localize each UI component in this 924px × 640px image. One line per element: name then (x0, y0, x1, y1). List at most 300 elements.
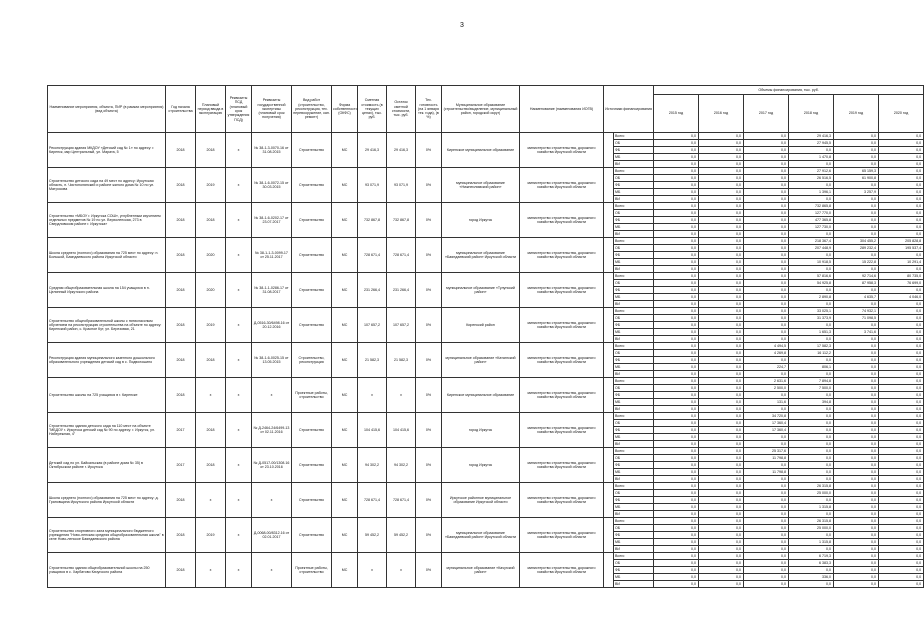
source-label: ФБ (614, 287, 654, 294)
amount-cell: 0,0 (699, 525, 744, 532)
amount-cell: 304 455,2 (834, 238, 879, 245)
project-name: Реконструкция здания МКДОУ «Детский сад № 1» по адресу: г. Киренск, мкр Центральный, ул. Марата, 5 (48, 133, 166, 168)
remaining-value: х (387, 553, 416, 588)
source-label: ФБ (614, 182, 654, 189)
amount-cell: 31 373,9 (789, 315, 834, 322)
amount-cell: 806,1 (789, 364, 834, 371)
spacer-cell (604, 413, 614, 448)
start-year: 2017 (166, 448, 196, 483)
ownership: МС (332, 483, 358, 518)
end-year: 2018 (196, 413, 226, 448)
amount-cell: 0,0 (879, 175, 924, 182)
cost-value: 732 867,8 (358, 203, 387, 238)
amount-cell: 0,0 (654, 266, 699, 273)
amount-cell: 0,0 (834, 420, 879, 427)
amount-cell: 0,0 (654, 203, 699, 210)
amount-cell: 1 315,8 (789, 539, 834, 546)
amount-cell: 0,0 (744, 294, 789, 301)
amount-cell: 0,0 (879, 154, 924, 161)
start-year: 2018 (166, 518, 196, 553)
amount-cell: 224,7 (744, 364, 789, 371)
amount-cell: 6 383,3 (789, 560, 834, 567)
amount-cell: 0,0 (789, 448, 834, 455)
table-row (48, 483, 924, 490)
header-volume: Объемы финансирования, тыс. руб. (654, 86, 924, 95)
header-expertise: Реквизиты государственной экспертизы (плановый срок получения) (252, 86, 292, 133)
amount-cell: 0,0 (744, 252, 789, 259)
amount-cell: 0,0 (879, 497, 924, 504)
amount-cell: 0,0 (699, 490, 744, 497)
amount-cell: 0,0 (654, 490, 699, 497)
amount-cell: 0,0 (699, 280, 744, 287)
amount-cell: 0,0 (699, 161, 744, 168)
amount-cell: 0,0 (654, 378, 699, 385)
amount-cell: 0,0 (699, 406, 744, 413)
source-label: МБ (614, 329, 654, 336)
amount-cell: 0,0 (699, 189, 744, 196)
amount-cell: 0,0 (654, 574, 699, 581)
amount-cell: 0,0 (834, 497, 879, 504)
amount-cell: 394,8 (789, 399, 834, 406)
amount-cell: 2 500,0 (744, 385, 789, 392)
spacer-cell (604, 308, 614, 343)
amount-cell: 0,0 (789, 266, 834, 273)
amount-cell: 0,0 (879, 217, 924, 224)
amount-cell: 0,0 (834, 336, 879, 343)
amount-cell: 0,0 (744, 392, 789, 399)
source-label: ВИ (614, 196, 654, 203)
amount-cell: 0,0 (654, 392, 699, 399)
source-label: Всего (614, 273, 654, 280)
amount-cell: 0,0 (654, 567, 699, 574)
amount-cell: 0,0 (654, 196, 699, 203)
amount-cell: 0,0 (879, 462, 924, 469)
readiness: 0% (416, 273, 442, 308)
amount-cell: 0,0 (699, 336, 744, 343)
amount-cell: 0,0 (744, 406, 789, 413)
amount-cell: 92 714,6 (834, 273, 879, 280)
amount-cell: 0,0 (879, 406, 924, 413)
work-type: Строительство (292, 518, 332, 553)
project-name: Реконструкция здания муниципального казенного дошкольного образовательного учреждения детский сад в с. Подволошино (48, 343, 166, 378)
amount-cell: 0,0 (744, 224, 789, 231)
source-label: ВИ (614, 231, 654, 238)
readiness: 0% (416, 518, 442, 553)
end-year: 2019 (196, 168, 226, 203)
amount-cell: 0,0 (654, 182, 699, 189)
remaining-value: 94 302,2 (387, 448, 416, 483)
amount-cell: 0,0 (789, 546, 834, 553)
amount-cell: 0,0 (699, 203, 744, 210)
recipient: министерство строительства, дорожного хозяйства Иркутской области (520, 413, 604, 448)
amount-cell: 0,0 (789, 161, 834, 168)
amount-cell: 0,0 (654, 210, 699, 217)
source-label: ВИ (614, 336, 654, 343)
project-name: Строительство детского сада на 49 мест по адресу: Иркутская область, п. Чистополянский и районе жилого дома № 10 по ул. Матросова (48, 168, 166, 203)
amount-cell: 0,0 (744, 196, 789, 203)
table-body (48, 133, 924, 588)
amount-cell: 0,0 (789, 413, 834, 420)
amount-cell: 0,0 (699, 378, 744, 385)
investment-table (47, 85, 924, 588)
header-psd: Реквизиты ПСД (плановый срок утверждения ПСД) (226, 86, 252, 133)
expertise-value: Д-0516-30/6498.16 от 20.12.2016 (252, 308, 292, 343)
amount-cell: 0,0 (744, 553, 789, 560)
amount-cell: 0,0 (654, 252, 699, 259)
amount-cell: 0,0 (699, 133, 744, 140)
amount-cell: 0,0 (654, 399, 699, 406)
amount-cell: 0,0 (744, 371, 789, 378)
ownership: МС (332, 168, 358, 203)
amount-cell: 0,0 (744, 308, 789, 315)
amount-cell: 0,0 (834, 504, 879, 511)
amount-cell: 0,0 (654, 504, 699, 511)
work-type: Строительство (292, 133, 332, 168)
amount-cell: 0,0 (879, 329, 924, 336)
amount-cell: 0,0 (834, 490, 879, 497)
end-year: 2018 (196, 203, 226, 238)
amount-cell: 0,0 (654, 441, 699, 448)
amount-cell: 0,0 (879, 350, 924, 357)
source-label: МБ (614, 574, 654, 581)
psd-value: х (226, 273, 252, 308)
source-label: ВИ (614, 266, 654, 273)
municipality: Иркутское районное муниципальное образование Иркутской области (442, 483, 520, 518)
table-row (48, 273, 924, 280)
amount-cell: 0,0 (744, 245, 789, 252)
source-label: МБ (614, 364, 654, 371)
amount-cell: 0,0 (834, 287, 879, 294)
amount-cell: 0,0 (834, 399, 879, 406)
source-label: ВИ (614, 546, 654, 553)
amount-cell: 0,0 (789, 371, 834, 378)
amount-cell: 0,0 (879, 504, 924, 511)
amount-cell: 0,0 (879, 322, 924, 329)
amount-cell: 195 537,4 (879, 245, 924, 252)
amount-cell: 0,0 (699, 385, 744, 392)
amount-cell: 27 945,5 (789, 140, 834, 147)
amount-cell: 0,0 (879, 546, 924, 553)
recipient: министерство строительства, дорожного хозяйства Иркутской области (520, 518, 604, 553)
amount-cell: 0,0 (654, 322, 699, 329)
header-start-year: Год начала строительства (166, 86, 196, 133)
amount-cell: 0,0 (789, 196, 834, 203)
project-name: Детский сад по ул. Байкальская (в районе дома № 35) в Октябрьском районе г. Иркутска (48, 448, 166, 483)
amount-cell: 0,0 (879, 161, 924, 168)
page-number: 3 (460, 22, 464, 29)
header-remaining: Остаток сметной стоимости, тыс. руб. (387, 86, 416, 133)
source-label: ВИ (614, 161, 654, 168)
amount-cell: 0,0 (699, 168, 744, 175)
ownership: МС (332, 308, 358, 343)
amount-cell: 0,0 (654, 280, 699, 287)
cost-value: 94 302,2 (358, 448, 387, 483)
amount-cell: 0,0 (654, 469, 699, 476)
amount-cell: 0,0 (879, 364, 924, 371)
source-label: ОБ (614, 385, 654, 392)
project-name: Строительство спортивного зала муниципального бюджетного учреждения "Ново-ленская средняя общеобразовательная школа" в селе Ново-ленское Баяндаевского района (48, 518, 166, 553)
psd-value: х (226, 518, 252, 553)
amount-cell: 0,0 (744, 175, 789, 182)
amount-cell: 0,0 (744, 581, 789, 588)
amount-cell: 6 719,3 (789, 553, 834, 560)
amount-cell: 0,0 (834, 210, 879, 217)
amount-cell: 0,0 (744, 322, 789, 329)
source-label: ОБ (614, 210, 654, 217)
amount-cell: 0,0 (879, 574, 924, 581)
amount-cell: 0,0 (654, 539, 699, 546)
amount-cell: 25 000,0 (789, 525, 834, 532)
readiness: 0% (416, 378, 442, 413)
end-year: 2018 (196, 133, 226, 168)
amount-cell: 0,0 (699, 308, 744, 315)
source-label: МБ (614, 539, 654, 546)
amount-cell: 0,0 (834, 462, 879, 469)
table-row (48, 553, 924, 560)
source-label: ФБ (614, 147, 654, 154)
amount-cell: 0,0 (834, 378, 879, 385)
amount-cell: 10 918,5 (789, 259, 834, 266)
amount-cell: 0,0 (654, 462, 699, 469)
amount-cell: 0,0 (834, 196, 879, 203)
readiness: 0% (416, 203, 442, 238)
amount-cell: 0,0 (834, 203, 879, 210)
amount-cell: 0,0 (699, 245, 744, 252)
cost-value: 29 416,3 (358, 133, 387, 168)
amount-cell: 0,0 (699, 259, 744, 266)
amount-cell: 336,0 (789, 574, 834, 581)
municipality: муниципальное образование «Тулунский район» (442, 273, 520, 308)
amount-cell: 0,0 (744, 210, 789, 217)
amount-cell: 0,0 (879, 392, 924, 399)
header-name: Наименование мероприятия, объекта, ПИР (в рамках мероприятия) (вид объекта) (48, 86, 166, 133)
project-name: Средняя общеобразовательная школа на 154 учащихся в п. Целинный Иркутского района (48, 273, 166, 308)
amount-cell: 87 958,3 (834, 280, 879, 287)
expertise-value: № 38-1-6-0025-15 от 13.05.2015 (252, 343, 292, 378)
work-type: Строительство (292, 413, 332, 448)
amount-cell: 61 900,8 (834, 175, 879, 182)
amount-cell: 17 360,4 (744, 420, 789, 427)
ownership: МС (332, 448, 358, 483)
amount-cell: 0,0 (879, 483, 924, 490)
amount-cell: 0,0 (744, 182, 789, 189)
amount-cell: 0,0 (879, 434, 924, 441)
project-name: Строительство школы на 725 учащихся в г. Киренске (48, 378, 166, 413)
header-year: 2018 год (789, 95, 834, 133)
recipient: министерство строительства, дорожного хозяйства Иркутской области (520, 483, 604, 518)
remaining-value: 728 671,4 (387, 483, 416, 518)
amount-cell: 0,0 (699, 546, 744, 553)
municipality: муниципальное образование «Качугский район» (442, 553, 520, 588)
spacer-cell (604, 133, 614, 168)
amount-cell: 25 317,6 (744, 448, 789, 455)
amount-cell: 0,0 (879, 133, 924, 140)
amount-cell: 0,0 (699, 476, 744, 483)
amount-cell: 0,0 (699, 294, 744, 301)
amount-cell: 7 894,8 (789, 378, 834, 385)
cost-value: х (358, 553, 387, 588)
source-label: ФБ (614, 217, 654, 224)
source-label: Всего (614, 448, 654, 455)
amount-cell: 0,0 (834, 224, 879, 231)
amount-cell: 0,0 (879, 266, 924, 273)
amount-cell: 10 291,4 (879, 259, 924, 266)
source-label: ВИ (614, 476, 654, 483)
amount-cell: 0,0 (834, 364, 879, 371)
amount-cell: 0,0 (834, 567, 879, 574)
recipient: министерство строительства, дорожного хозяйства Иркутской области (520, 238, 604, 273)
amount-cell: 0,0 (654, 483, 699, 490)
amount-cell: 0,0 (834, 133, 879, 140)
amount-cell: 0,0 (789, 462, 834, 469)
amount-cell: 0,0 (834, 539, 879, 546)
amount-cell: 0,0 (879, 203, 924, 210)
recipient: министерство строительства, дорожного хозяйства Иркутской области (520, 168, 604, 203)
amount-cell: 0,0 (744, 301, 789, 308)
amount-cell: 0,0 (789, 406, 834, 413)
amount-cell: 0,0 (879, 490, 924, 497)
amount-cell: 0,0 (789, 455, 834, 462)
readiness: 0% (416, 238, 442, 273)
readiness: 0% (416, 308, 442, 343)
header-municipality: Муниципальное образование (строительство/выделение, муниципальный район, городской округ) (442, 86, 520, 133)
source-label: ФБ (614, 462, 654, 469)
cost-value: 93 071,9 (358, 168, 387, 203)
amount-cell: 0,0 (654, 406, 699, 413)
amount-cell: 0,0 (789, 469, 834, 476)
amount-cell: 4 635,7 (834, 294, 879, 301)
recipient: министерство строительства, дорожного хозяйства Иркутской области (520, 273, 604, 308)
cost-value: 21 582,3 (358, 343, 387, 378)
amount-cell: 0,0 (654, 413, 699, 420)
amount-cell: 0,0 (879, 441, 924, 448)
amount-cell: 0,0 (744, 574, 789, 581)
table-row (48, 413, 924, 420)
amount-cell: 0,0 (744, 238, 789, 245)
amount-cell: 0,0 (654, 546, 699, 553)
work-type: Проектные работы, строительство (292, 553, 332, 588)
amount-cell: 0,0 (834, 357, 879, 364)
source-label: Всего (614, 238, 654, 245)
amount-cell: 0,0 (744, 147, 789, 154)
recipient: министерство строительства, дорожного хозяйства Иркутской области (520, 378, 604, 413)
source-label: ОБ (614, 560, 654, 567)
amount-cell: 0,0 (789, 392, 834, 399)
amount-cell: 0,0 (699, 217, 744, 224)
amount-cell: 0,0 (879, 189, 924, 196)
amount-cell: 0,0 (789, 434, 834, 441)
amount-cell: 33 025,1 (789, 308, 834, 315)
amount-cell: 0,0 (789, 497, 834, 504)
municipality: Киренский район (442, 308, 520, 343)
recipient: министерство строительства, дорожного хозяйства Иркутской области (520, 203, 604, 238)
psd-value: х (226, 483, 252, 518)
amount-cell: 0,0 (654, 364, 699, 371)
amount-cell: 3 257,9 (834, 189, 879, 196)
psd-value: х (226, 448, 252, 483)
amount-cell: 0,0 (744, 546, 789, 553)
amount-cell: 218 367,4 (789, 238, 834, 245)
source-label: ОБ (614, 245, 654, 252)
amount-cell: 0,0 (654, 434, 699, 441)
spacer-cell (604, 448, 614, 483)
amount-cell: 0,0 (744, 497, 789, 504)
amount-cell: 0,0 (789, 476, 834, 483)
source-label: МБ (614, 189, 654, 196)
header-year: 2016 год (699, 95, 744, 133)
amount-cell: 0,0 (879, 553, 924, 560)
amount-cell: 0,0 (834, 427, 879, 434)
header-recipient: Наименование (наименования ИОГВ) (520, 86, 604, 133)
source-label: ВИ (614, 511, 654, 518)
recipient: министерство строительства, дорожного хозяйства Иркутской области (520, 553, 604, 588)
amount-cell: 0,0 (654, 427, 699, 434)
amount-cell: 127 730,0 (789, 224, 834, 231)
amount-cell: 0,0 (879, 413, 924, 420)
amount-cell: 0,0 (834, 581, 879, 588)
table-row (48, 518, 924, 525)
amount-cell: 0,0 (879, 518, 924, 525)
amount-cell: 0,0 (834, 231, 879, 238)
spacer-cell (604, 168, 614, 203)
amount-cell: 0,0 (699, 413, 744, 420)
start-year: 2018 (166, 553, 196, 588)
end-year: 2020 (196, 238, 226, 273)
amount-cell: 26 516,5 (789, 175, 834, 182)
municipality: муниципальное образование «Катангский район» (442, 343, 520, 378)
amount-cell: 0,0 (699, 448, 744, 455)
amount-cell: 0,0 (789, 567, 834, 574)
amount-cell: 0,0 (744, 357, 789, 364)
source-label: МБ (614, 154, 654, 161)
work-type: Строительство (292, 448, 332, 483)
source-label: ФБ (614, 322, 654, 329)
amount-cell: 0,0 (834, 301, 879, 308)
source-label: ОБ (614, 280, 654, 287)
project-name: Школа среднего (полного) образования на 725 мест по адресу: д. Грановщина Иркутского района Иркутской области (48, 483, 166, 518)
amount-cell: 0,0 (699, 140, 744, 147)
psd-value: х (226, 413, 252, 448)
source-label: Всего (614, 308, 654, 315)
municipality: город Иркутск (442, 413, 520, 448)
amount-cell: 0,0 (699, 182, 744, 189)
amount-cell: 0,0 (654, 245, 699, 252)
source-label: ОБ (614, 455, 654, 462)
amount-cell: 0,0 (834, 434, 879, 441)
source-label: ВИ (614, 581, 654, 588)
amount-cell: 4 269,8 (744, 350, 789, 357)
amount-cell: 0,0 (744, 329, 789, 336)
amount-cell: 0,0 (879, 469, 924, 476)
amount-cell: 15 222,8 (834, 259, 879, 266)
amount-cell: 0,0 (744, 336, 789, 343)
amount-cell: 0,0 (789, 182, 834, 189)
amount-cell: 0,0 (654, 168, 699, 175)
amount-cell: 0,0 (879, 301, 924, 308)
table-row (48, 308, 924, 315)
amount-cell: 0,0 (879, 455, 924, 462)
amount-cell: 0,0 (699, 553, 744, 560)
amount-cell: 0,0 (789, 427, 834, 434)
header-work-type: Вид работ (строительство, реконструкция, тех. перевооружение, кап. ремонт) (292, 86, 332, 133)
amount-cell: 0,0 (654, 511, 699, 518)
readiness: 0% (416, 343, 442, 378)
ownership: МС (332, 238, 358, 273)
amount-cell: 0,0 (654, 231, 699, 238)
work-type: Строительство (292, 308, 332, 343)
end-year: 2019 (196, 308, 226, 343)
cost-value: 231 266,4 (358, 273, 387, 308)
